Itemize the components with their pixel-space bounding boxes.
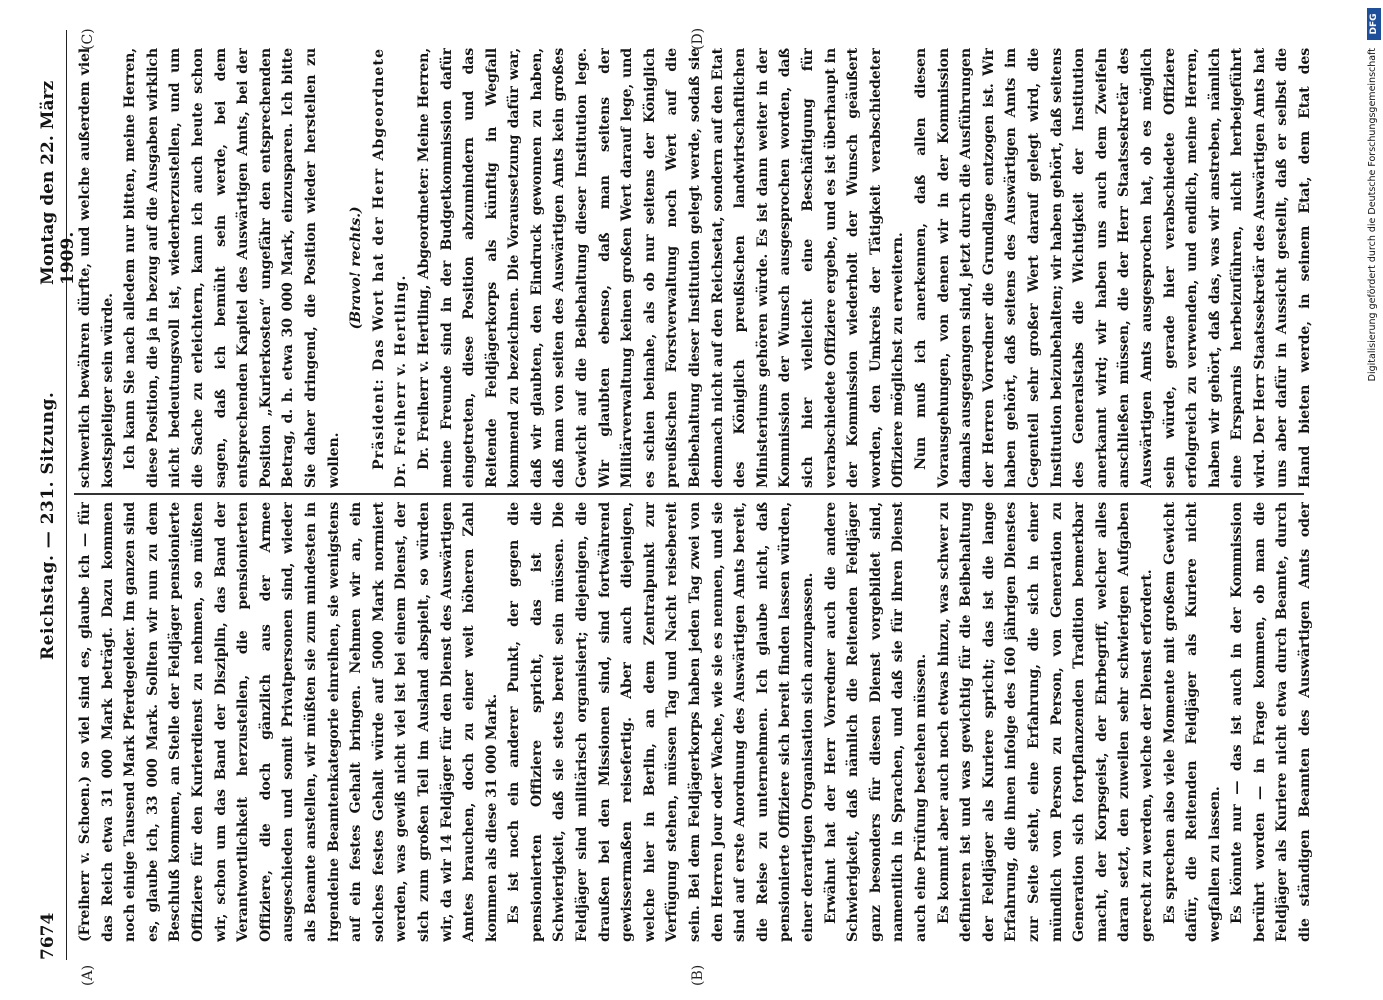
applause-note: (Bravo! rechts.) [348, 206, 365, 330]
speech-paragraph: Nun muß ich anerkennen, daß allen diesen Vorausgehungen, von denen wir in der Kommission damals ausgegangen sind, jetzt durch die Ausführungen der Herren Vorredner die Grundlage entzogen ist. Wir haben gehört, daß seitens des Auswärtigen Amts im Gegenteil sehr großer Wert darauf gelegt wird, die Institution beizubehalten; wir haben gehört, daß seitens des Generalstabs die Wichtigkeit der Institution anerkannt wird; wir haben uns auch dem Zweifeln anschließen müssen, die der Herr Staatssekretär des Auswärtigen Amts ausgesprochen hat, ob es möglich sein würde, gerade hier verabschiedete Offiziere erfolgreich zu verwenden, und endlich, meine Herren, haben wir gehört, daß das, was wir anstreben, nämlich eine Ersparnis herbeizuführen, nicht herbeigeführt wird. Der Herr Staatssekretär des Auswärtigen Amts hat uns aber dafür in Aussicht gestellt, daß er selbst die Hand bieten werde, in seinem Etat, dem Etat des [912, 48, 1314, 488]
left-paragraph: Es kommt aber auch noch etwas hinzu, was schwer zu definieren ist und was gewichtig für die Beibehaltung der Feldjäger als Kuriere spricht; das ist die lange Erfahrung, die ihnen infolge des 160 jährigen Dienstes zur Seite steht, eine Erfahrung, die sich in einer mündlich von Person zu Person, von Generation zu Generation sich fortpflanzenden Tradition bemerkbar macht, der Korpsgeist, der Ehrbegriff, welcher alles daran setzt, den zuweilen sehr schwierigen Aufgaben gerecht zu werden, welche der Dienst erfordert. [935, 502, 1155, 942]
left-paragraph: (Freiherr v. Schoen.) so viel sind es, glaube ich — für das Reich etwa 31 000 Mark beträgt. Dazu kommen noch einige Tausend Mark Pferdegelder. Im ganzen sind es, glaube ich, 33 000 Mark. Sollten wir nun zu dem Beschluß kommen, an Stelle der Feldjäger pensionierte Offiziere für den Kurierdienst zu nehmen, so müßten wir, schon um das Band der Disziplin, das Band der Verantwortlichkeit herzustellen, die pensionierten Offiziere, die doch gänzlich aus der Armee ausgeschieden und somit Privatpersonen sind, wieder als Beamte anstellen, wir müßten sie zum mindesten in irgendeine Beamtenkategorie einreihen, sie wenigstens auf ein festes Gehalt bringen. Nehmen wir an, ein solches festes Gehalt würde auf 5000 Mark normiert werden, was gewiß nicht viel ist bei einem Dienst, der sich zum großen Teil im Ausland abspielt, so würden wir, da wir 14 Feldjäger für den Dienst des Auswärtigen Amtes brauchen, doch zu einer weit höheren Zahl kommen als diese 31 000 Mark. [77, 502, 500, 942]
session-date: Montag den 22. März 1909. [38, 80, 78, 285]
page-number: 7674 [38, 912, 58, 960]
page-header [30, 30, 78, 960]
right-column [74, 48, 1314, 488]
column-divider [74, 494, 1304, 496]
speech-paragraph: Dr. Freiherr v. Hertling, Abgeordneter: Meine Herren, meine Freunde sind in der Budgetkommission dafür eingetreten, diese Position abzumindern und das Reitende Feldjägerkorps als künftig in Wegfall kommend zu bezeichnen. Die Voraussetzung dafür war, daß wir glaubten, den Eindruck gewonnen zu haben, daß man von seiten des Auswärtigen Amts kein großes Gewicht auf die Beibehaltung dieser Institution lege. Wir glaubten ebenso, daß man seitens der Militärverwaltung keinen großen Wert darauf lege, und es schien beinahe, als ob nur seitens der Königlich preußischen Forstverwaltung noch Wert auf die Beibehaltung dieser Institution gelegt werde, sodaß sie demnach nicht auf den Reichsetat, sondern auf den Etat des Königlich preußischen landwirtschaftlichen Ministeriums gehören würde. Es ist dann weiter in der Kommission der Wunsch ausgesprochen worden, daß sich hier vielleicht eine Beschäftigung für verabschiedete Offiziere ergebe, und es ist überhaupt in der Kommission wiederholt der Wunsch geäußert worden, den Umkreis der Tätigkeit verabschiedeter Offiziere möglichst zu erweitern. [415, 48, 907, 488]
margin-marker-b: (B) [690, 964, 706, 986]
left-paragraph: Es könnte nur — das ist auch in der Kommission berührt worden — in Frage kommen, ob man die Feldjäger als Kuriere nicht etwa durch Beamte, durch die ständigen Beamten des Auswärtigen Amts oder [1229, 502, 1314, 942]
president-remark: Präsident: Das Wort hat der Herr Abgeordnete Dr. Freiherr v. Hertling. [370, 48, 410, 488]
right-paragraph: Ich kann Sie nach alledem nur bitten, meine Herren, diese Position, die ja in bezug auf die Ausgaben wirklich nicht bedeutungsvoll ist, wiederherzustellen, und um die Sache zu erleichtern, kann ich auch heute schon sagen, daß ich bemüht sein werde, bei dem entsprechenden Kapitel des Auswärtigen Amts, bei der Position „Kurierkosten“ ungefähr den entsprechenden Betrag, d. h. etwa 30 000 Mark, einzusparen. Ich bitte Sie daher dringend, die Position wieder herstellen zu wollen. [122, 48, 342, 488]
left-paragraph: Erwähnt hat der Herr Vorredner auch die andere Schwierigkeit, daß nämlich die Reitenden Feldjäger ganz besonders für diesen Dienst vorgebildet sind, namentlich in Sprachen, und daß sie für ihren Dienst auch eine Prüfung bestehen müssen. [822, 502, 929, 942]
margin-marker-d: (D) [690, 27, 706, 50]
right-paragraph: schwerlich bewähren dürfte, und welche außerdem viel kostspieliger sein würde. [77, 48, 116, 488]
left-paragraph: Es ist noch ein anderer Punkt, der gegen die pensionierten Offiziere spricht, das ist die Schwierigkeit, daß sie stets bereit sein müssen. Die Feldjäger sind militärisch organisiert; diejenigen, die draußen bei den Missionen sind, sind fortwährend gewissermaßen reisefertig. Aber auch diejenigen, welche hier in Berlin, an dem Zentralpunkt zur Verfügung stehen, müssen Tag und Nacht reisebereit sein. Bei dem Feldjägerkorps haben jeden Tag zwei von den Herren Jour oder Wache, wie sie es nennen, und sie sind auf erste Anordnung des Auswärtigen Amts bereit, die Reise zu unternehmen. Ich glaube nicht, daß pensionierte Offiziere sich bereit finden lassen würden, einer derartigen Organisation sich anzupassen. [506, 502, 816, 942]
margin-marker-a: (A) [80, 964, 96, 986]
dfg-logo: DFG [1367, 8, 1381, 40]
left-column [74, 502, 1314, 942]
running-title: Reichstag. — 231. Sitzung. [38, 391, 58, 660]
digitization-credit: Digitalisierung gefördert durch die Deutsche Forschungsgemeinschaft [1367, 48, 1378, 382]
margin-marker-c: (C) [80, 28, 96, 50]
left-paragraph: Es sprechen also viele Momente mit großem Gewicht dafür, die Reitenden Feldjäger als Kuriere nicht wegfallen zu lassen. [1161, 502, 1223, 942]
